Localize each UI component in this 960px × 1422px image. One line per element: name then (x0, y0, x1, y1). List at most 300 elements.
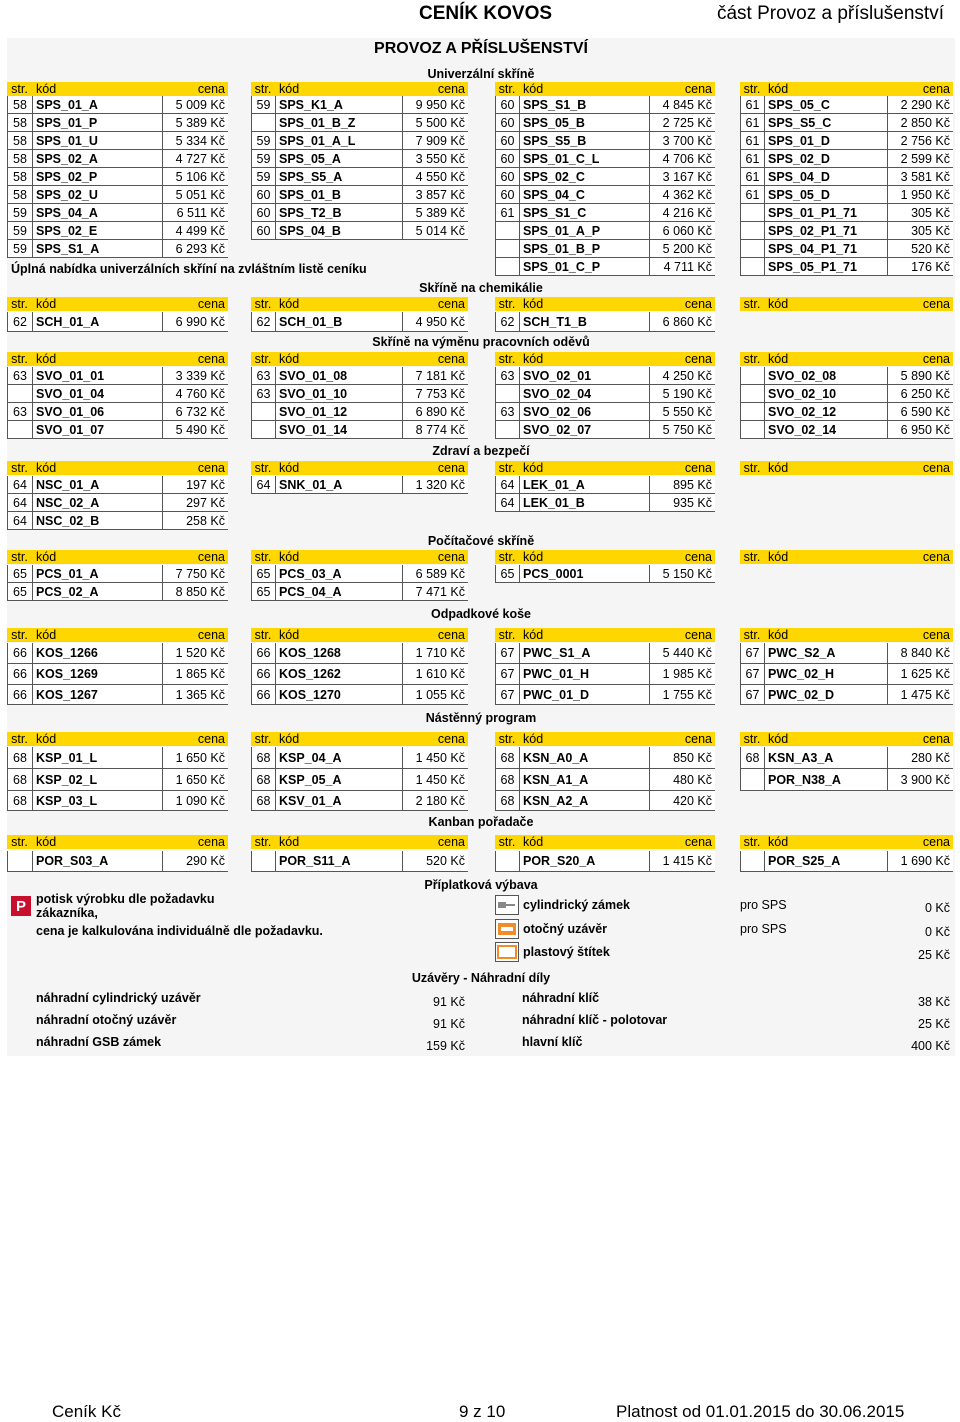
page-number (495, 851, 519, 872)
product-price: 1 710 Kč (402, 643, 468, 664)
header-price: cena (402, 82, 468, 96)
table-row (7, 385, 955, 403)
page-number (7, 421, 32, 439)
page-number: 66 (251, 664, 275, 685)
header-page: str. (740, 297, 764, 311)
product-code: SPS_01_A_P (519, 222, 649, 240)
product-price: 5 051 Kč (162, 186, 228, 204)
product-code: LEK_01_B (519, 494, 649, 512)
product-code: SPS_S5_C (764, 114, 887, 132)
page-number: 62 (251, 312, 275, 332)
page-number: 65 (495, 565, 519, 583)
addon-label: otočný uzávěr (523, 922, 608, 936)
header-page: str. (251, 835, 275, 849)
header-price: cena (402, 732, 468, 746)
page-number: 65 (251, 565, 275, 583)
product-code: SVO_02_07 (519, 421, 649, 439)
table-row (7, 96, 955, 114)
page-number: 67 (740, 643, 764, 664)
header-page: str. (7, 82, 32, 96)
product-code: SPS_04_A (32, 204, 162, 222)
product-price: 6 732 Kč (162, 403, 228, 421)
product-price: 305 Kč (887, 222, 953, 240)
product-price: 4 760 Kč (162, 385, 228, 403)
product-price: 5 750 Kč (649, 421, 715, 439)
spare-part-price: 25 Kč (918, 1017, 950, 1031)
header-price: cena (649, 835, 715, 849)
spare-part-label: náhradní otočný uzávěr (36, 1013, 177, 1027)
spare-part-price: 38 Kč (918, 995, 950, 1009)
header-code: kód (519, 835, 649, 849)
page-number (495, 222, 519, 240)
product-code: PCS_04_A (275, 583, 402, 601)
product-price: 1 950 Kč (887, 186, 953, 204)
product-price: 480 Kč (649, 769, 715, 791)
page-number: 60 (495, 132, 519, 150)
header-page: str. (740, 835, 764, 849)
page-number: 67 (495, 685, 519, 705)
column-header-row (7, 550, 955, 564)
product-code: PWC_S2_A (764, 643, 887, 664)
product-code: SVO_02_01 (519, 367, 649, 385)
product-price: 4 727 Kč (162, 150, 228, 168)
product-price: 197 Kč (162, 476, 228, 494)
page-number: 63 (251, 367, 275, 385)
product-price: 6 250 Kč (887, 385, 953, 403)
header-price: cena (887, 352, 953, 366)
section-title: Nástěnný program (425, 711, 537, 725)
page-number: 66 (7, 685, 32, 705)
custom-print-note: cena je kalkulována individuálně dle požadavku. (36, 923, 323, 938)
table-row (7, 222, 955, 240)
table-row (7, 664, 955, 685)
header-code: kód (275, 732, 402, 746)
header-page: str. (7, 732, 32, 746)
product-code: KOS_1269 (32, 664, 162, 685)
product-code: SCH_01_A (32, 312, 162, 332)
product-code: SPS_04_D (764, 168, 887, 186)
product-code: SPS_04_P1_71 (764, 240, 887, 258)
product-code: SVO_02_14 (764, 421, 887, 439)
product-price: 2 599 Kč (887, 150, 953, 168)
product-price: 4 216 Kč (649, 204, 715, 222)
page-number: 58 (7, 186, 32, 204)
product-code: POR_S11_A (275, 851, 402, 872)
product-price: 1 090 Kč (162, 791, 228, 811)
page-number: 60 (251, 204, 275, 222)
product-code: KSP_01_L (32, 747, 162, 769)
header-section: část Provoz a příslušenství (716, 3, 944, 24)
product-code: SPS_01_A_L (275, 132, 402, 150)
spare-part-label: hlavní klíč (522, 1035, 583, 1049)
page-number: 63 (7, 367, 32, 385)
header-price: cena (887, 628, 953, 642)
header-page: str. (740, 461, 764, 475)
product-price: 3 900 Kč (887, 769, 953, 791)
price-sheet (7, 38, 955, 1056)
product-code: SPS_S1_A (32, 240, 162, 258)
product-price: 290 Kč (162, 851, 228, 872)
product-code: NSC_02_B (32, 512, 162, 530)
rotary-lock-icon (495, 919, 519, 939)
header-price: cena (402, 461, 468, 475)
product-code: SPS_01_C_L (519, 150, 649, 168)
header-price: cena (649, 82, 715, 96)
header-page: str. (7, 461, 32, 475)
page-number: 61 (740, 168, 764, 186)
addon-price: 0 Kč (924, 901, 950, 915)
product-price: 5 334 Kč (162, 132, 228, 150)
footer-page: 9 z 10 (459, 1402, 506, 1421)
header-price: cena (649, 352, 715, 366)
product-price: 3 581 Kč (887, 168, 953, 186)
table-row (7, 494, 955, 512)
page-number: 67 (495, 664, 519, 685)
product-price: 258 Kč (162, 512, 228, 530)
addon-price: 0 Kč (924, 925, 950, 939)
page-number: 59 (7, 204, 32, 222)
product-code: SVO_01_12 (275, 403, 402, 421)
header-code: kód (275, 628, 402, 642)
page-number: 61 (740, 96, 764, 114)
header-price: cena (402, 550, 468, 564)
product-price: 5 490 Kč (162, 421, 228, 439)
product-code: SPS_01_U (32, 132, 162, 150)
product-code: SPS_S1_C (519, 204, 649, 222)
product-code: SPS_S1_B (519, 96, 649, 114)
spare-part-label: náhradní cylindrický uzávěr (36, 991, 201, 1005)
product-code: NSC_01_A (32, 476, 162, 494)
product-code: PCS_02_A (32, 583, 162, 601)
product-price: 1 320 Kč (402, 476, 468, 494)
product-code: KOS_1262 (275, 664, 402, 685)
product-price: 6 590 Kč (887, 403, 953, 421)
page-title: PROVOZ A PŘÍSLUŠENSTVÍ (374, 40, 588, 57)
product-code: SPS_K1_A (275, 96, 402, 114)
page-number: 60 (495, 168, 519, 186)
page-number: 68 (7, 747, 32, 769)
header-code: kód (519, 82, 649, 96)
product-code: POR_S25_A (764, 851, 887, 872)
product-code: SVO_02_12 (764, 403, 887, 421)
spare-part-price: 159 Kč (426, 1039, 465, 1053)
product-code: SPS_01_B_P (519, 240, 649, 258)
product-price: 297 Kč (162, 494, 228, 512)
section-title: Skříně na chemikálie (419, 281, 543, 295)
product-code: PWC_02_H (764, 664, 887, 685)
product-price: 6 511 Kč (162, 204, 228, 222)
page-number: 65 (7, 565, 32, 583)
key-icon (495, 895, 519, 915)
page-number: 59 (7, 240, 32, 258)
header-page: str. (7, 835, 32, 849)
page-number (740, 258, 764, 276)
product-price: 4 499 Kč (162, 222, 228, 240)
product-price: 5 014 Kč (402, 222, 468, 240)
header-code: kód (275, 352, 402, 366)
table-row (7, 747, 955, 769)
page-number: 68 (495, 791, 519, 811)
page-number: 68 (7, 791, 32, 811)
spare-part-price: 91 Kč (433, 995, 465, 1009)
table-row (7, 583, 955, 601)
product-code: SPS_05_A (275, 150, 402, 168)
header-code: kód (32, 82, 162, 96)
page-number (495, 258, 519, 276)
product-price: 1 650 Kč (162, 769, 228, 791)
product-price: 8 774 Kč (402, 421, 468, 439)
product-price: 1 690 Kč (887, 851, 953, 872)
product-price: 4 845 Kč (649, 96, 715, 114)
product-code: SVO_02_10 (764, 385, 887, 403)
product-code: KSN_A3_A (764, 747, 887, 769)
header-page: str. (251, 732, 275, 746)
page-number (251, 421, 275, 439)
product-price: 1 985 Kč (649, 664, 715, 685)
page-number: 64 (495, 476, 519, 494)
header-page: str. (251, 461, 275, 475)
product-code: PWC_02_D (764, 685, 887, 705)
addon-for: pro SPS (740, 922, 787, 936)
page-number: 64 (7, 476, 32, 494)
product-code: PCS_01_A (32, 565, 162, 583)
header-code: kód (519, 628, 649, 642)
column-header-row (7, 352, 955, 366)
product-price: 2 290 Kč (887, 96, 953, 114)
page-number: 60 (495, 186, 519, 204)
header-code: kód (32, 550, 162, 564)
page-number (740, 222, 764, 240)
product-code: POR_N38_A (764, 769, 887, 791)
page-number: 58 (7, 168, 32, 186)
product-price: 2 756 Kč (887, 132, 953, 150)
header-price: cena (649, 628, 715, 642)
header-code: kód (764, 461, 887, 475)
page-number: 64 (495, 494, 519, 512)
page-number: 59 (251, 150, 275, 168)
print-p-badge-icon: P (11, 896, 31, 916)
page-number: 66 (251, 685, 275, 705)
product-code: PWC_S1_A (519, 643, 649, 664)
product-code: SVO_01_14 (275, 421, 402, 439)
product-price: 850 Kč (649, 747, 715, 769)
product-code: SPS_02_E (32, 222, 162, 240)
page-number: 61 (495, 204, 519, 222)
page-number: 58 (7, 132, 32, 150)
header-price: cena (402, 352, 468, 366)
product-code: SVO_02_06 (519, 403, 649, 421)
product-price: 7 471 Kč (402, 583, 468, 601)
product-code: SPS_05_B (519, 114, 649, 132)
product-code: KSP_05_A (275, 769, 402, 791)
page-number (7, 385, 32, 403)
page-number: 58 (7, 150, 32, 168)
product-price: 420 Kč (649, 791, 715, 811)
section-title: Počítačové skříně (427, 534, 535, 548)
custom-print-text: potisk výrobku dle požadavku zákazníka, (36, 891, 215, 920)
product-code: SPS_01_B (275, 186, 402, 204)
product-code: SPS_02_P (32, 168, 162, 186)
header-code: kód (519, 352, 649, 366)
page-number (740, 240, 764, 258)
header-price: cena (402, 297, 468, 311)
product-code: SVO_01_08 (275, 367, 402, 385)
header-code: kód (32, 732, 162, 746)
page-number: 68 (251, 747, 275, 769)
page-number (740, 204, 764, 222)
header-page: str. (495, 550, 519, 564)
product-code: SPS_T2_B (275, 204, 402, 222)
header-price: cena (887, 835, 953, 849)
table-row (7, 114, 955, 132)
column-header-row (7, 82, 955, 96)
product-price: 520 Kč (402, 851, 468, 872)
product-price: 3 700 Kč (649, 132, 715, 150)
product-code: KSN_A2_A (519, 791, 649, 811)
product-code: SCH_01_B (275, 312, 402, 332)
addon-for: pro SPS (740, 898, 787, 912)
header-page: str. (495, 628, 519, 642)
section-title: Univerzální skříně (427, 67, 535, 81)
product-price: 1 450 Kč (402, 769, 468, 791)
product-price: 1 650 Kč (162, 747, 228, 769)
header-page: str. (7, 352, 32, 366)
page-number: 62 (7, 312, 32, 332)
product-code: SPS_04_B (275, 222, 402, 240)
header-code: kód (32, 461, 162, 475)
product-price: 5 190 Kč (649, 385, 715, 403)
product-price: 8 840 Kč (887, 643, 953, 664)
header-page: str. (251, 297, 275, 311)
product-price: 4 950 Kč (402, 312, 468, 332)
header-page: str. (7, 550, 32, 564)
product-code: SCH_T1_B (519, 312, 649, 332)
page-number: 59 (7, 222, 32, 240)
page-number (740, 769, 764, 791)
product-code: SPS_02_C (519, 168, 649, 186)
product-code: SPS_01_P (32, 114, 162, 132)
product-price: 2 180 Kč (402, 791, 468, 811)
header-title: CENÍK KOVOS (419, 3, 553, 24)
product-price: 520 Kč (887, 240, 953, 258)
product-price: 3 339 Kč (162, 367, 228, 385)
header-price: cena (649, 732, 715, 746)
section-title: Kanban pořadače (428, 815, 534, 829)
page-number: 62 (495, 312, 519, 332)
product-price: 3 550 Kč (402, 150, 468, 168)
table-row (7, 186, 955, 204)
header-price: cena (162, 550, 228, 564)
product-price: 4 362 Kč (649, 186, 715, 204)
header-price: cena (162, 82, 228, 96)
page-number: 63 (495, 367, 519, 385)
product-price: 6 990 Kč (162, 312, 228, 332)
header-page: str. (7, 628, 32, 642)
product-code: SNK_01_A (275, 476, 402, 494)
section-title: Odpadkové koše (430, 607, 532, 621)
page-number (251, 403, 275, 421)
product-price: 3 167 Kč (649, 168, 715, 186)
addon-price: 25 Kč (918, 948, 950, 962)
product-price: 5 200 Kč (649, 240, 715, 258)
header-price: cena (162, 732, 228, 746)
product-code: SPS_01_P1_71 (764, 204, 887, 222)
product-price: 6 293 Kč (162, 240, 228, 258)
product-code: SPS_S5_B (519, 132, 649, 150)
product-code: SPS_05_D (764, 186, 887, 204)
footer-validity: Platnost od 01.01.2015 do 30.06.2015 (616, 1402, 905, 1421)
product-code: PCS_03_A (275, 565, 402, 583)
product-code: NSC_02_A (32, 494, 162, 512)
page-number (740, 367, 764, 385)
product-code: SPS_01_C_P (519, 258, 649, 276)
page-number: 58 (7, 96, 32, 114)
column-header-row (7, 732, 955, 746)
header-code: kód (519, 732, 649, 746)
header-price: cena (162, 461, 228, 475)
product-price: 5 440 Kč (649, 643, 715, 664)
header-code: kód (275, 297, 402, 311)
product-price: 4 550 Kč (402, 168, 468, 186)
header-page: str. (495, 732, 519, 746)
header-page: str. (495, 82, 519, 96)
table-row (7, 204, 955, 222)
product-code: KOS_1270 (275, 685, 402, 705)
page-number: 68 (495, 747, 519, 769)
spare-part-price: 91 Kč (433, 1017, 465, 1031)
table-row (7, 565, 955, 583)
header-price: cena (887, 732, 953, 746)
header-price: cena (649, 461, 715, 475)
page-number: 68 (7, 769, 32, 791)
table-row (7, 150, 955, 168)
page-number: 61 (740, 114, 764, 132)
spare-part-label: náhradní GSB zámek (36, 1035, 162, 1049)
product-code: SVO_02_08 (764, 367, 887, 385)
page-number: 59 (251, 96, 275, 114)
product-code: PCS_0001 (519, 565, 649, 583)
product-code: SPS_04_C (519, 186, 649, 204)
header-page: str. (251, 352, 275, 366)
header-page: str. (495, 352, 519, 366)
addon-label: cylindrický zámek (523, 898, 631, 912)
product-code: KSV_01_A (275, 791, 402, 811)
product-price: 4 711 Kč (649, 258, 715, 276)
column-header-row (7, 461, 955, 475)
footer-left: Ceník Kč (52, 1402, 121, 1421)
addon-label: plastový štítek (523, 945, 610, 959)
product-price: 1 055 Kč (402, 685, 468, 705)
header-code: kód (519, 297, 649, 311)
page-number: 67 (495, 643, 519, 664)
header-code: kód (275, 550, 402, 564)
header-code: kód (764, 628, 887, 642)
product-price: 1 865 Kč (162, 664, 228, 685)
product-code: SPS_02_A (32, 150, 162, 168)
product-price: 2 850 Kč (887, 114, 953, 132)
product-code: KSN_A1_A (519, 769, 649, 791)
header-price: cena (649, 297, 715, 311)
spare-part-price: 400 Kč (911, 1039, 950, 1053)
product-price: 5 106 Kč (162, 168, 228, 186)
header-code: kód (764, 732, 887, 746)
header-price: cena (162, 297, 228, 311)
product-code: SVO_02_04 (519, 385, 649, 403)
table-row (7, 168, 955, 186)
product-code: SVO_01_06 (32, 403, 162, 421)
header-price: cena (162, 352, 228, 366)
header-code: kód (519, 461, 649, 475)
